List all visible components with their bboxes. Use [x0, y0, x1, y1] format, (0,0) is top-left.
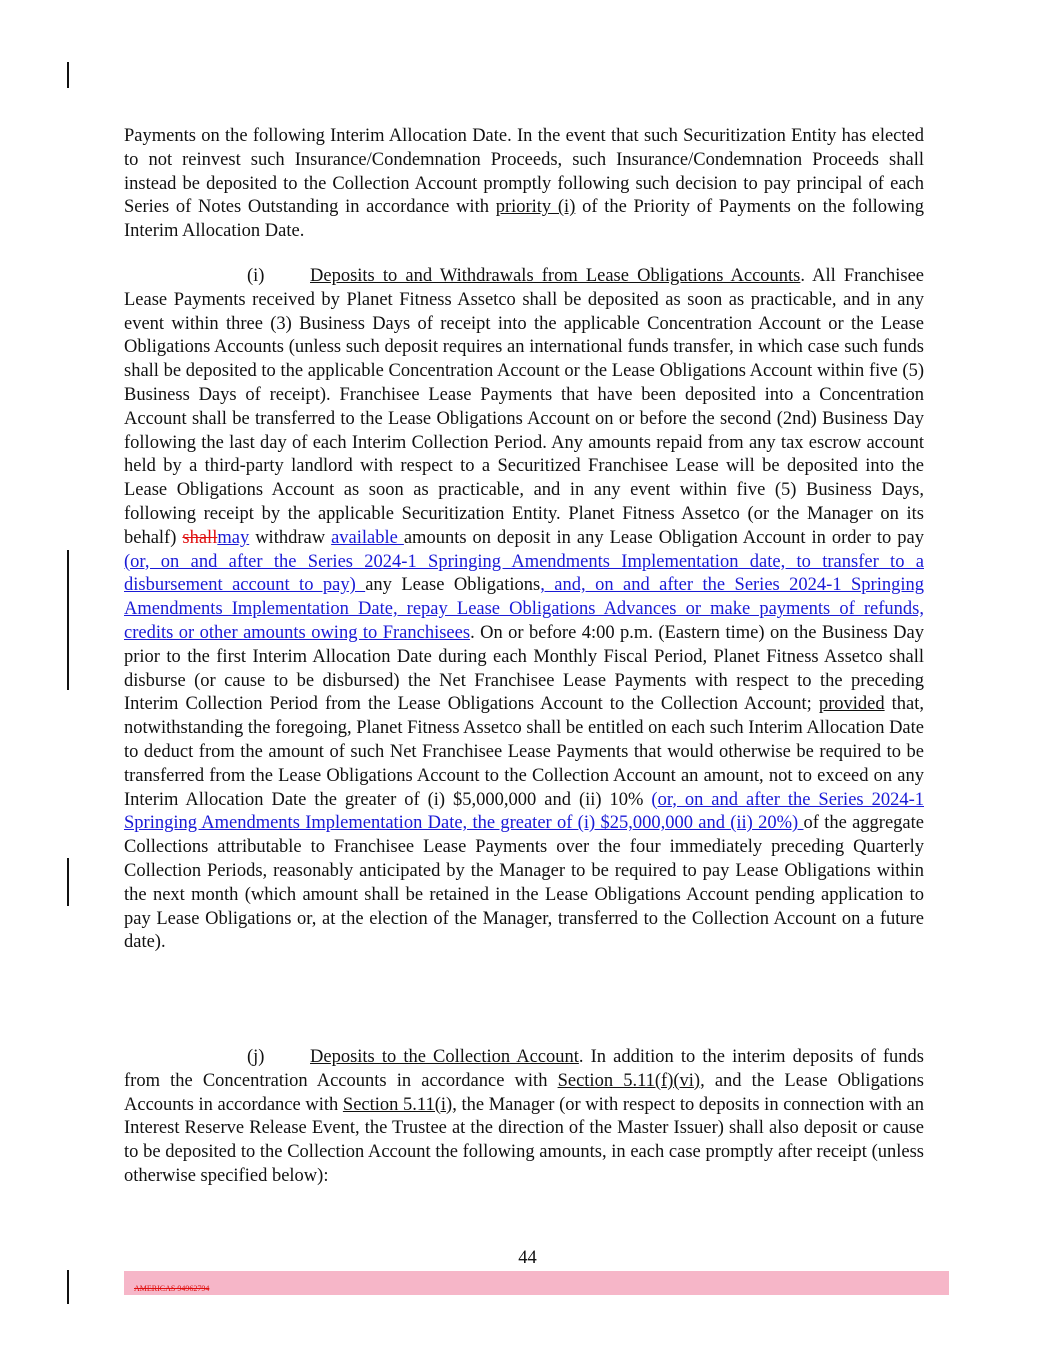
- section-i-text: that, notwithstanding the foregoing, Planet Fitness Assetco shall be entitled on each such Interim Allocation Date to deduct from the amount of such Net Franchisee Lease Payments that would otherwise be required to be transferred from the Lease Obligations Account to the Collection Account an amount, not to exceed on any Interim Allocation Date the greater of (i) $5,000,000 and (ii) 10%: [124, 694, 924, 810]
- section-j-text: , the Manager (or with respect to deposits in connection with an Interest Reserve Release Event, the Trustee at the direction of the Master Issuer) shall also deposit or cause to be deposited to the Collection Account the following amounts, in each case promptly after receipt (unless otherwise specified below):: [124, 1094, 925, 1186]
- change-bar-top: [67, 62, 69, 88]
- section-j-text: , and the Lease Obligations Accounts in accordance with: [124, 1070, 925, 1115]
- page-number: 44: [518, 1248, 537, 1268]
- section-j-number: (j): [247, 1047, 265, 1067]
- document-id: AMERICAS 94962794: [134, 1284, 210, 1293]
- section-i-text: amounts on deposit in any Lease Obligation Account in order to pay: [403, 527, 925, 548]
- section-i-number: (i): [247, 266, 265, 286]
- change-bar-footer: [67, 1270, 69, 1304]
- section-i-text: . On or before 4:00 p.m. (Eastern time) on the Business Day prior to the first Interim Allocation Date during each Monthly Fiscal Period, Planet Fitness Assetco shall disburse (or cause to be disbursed) the Net Franchisee Lease Payments with respect to the preceding Interim Collection Period from the Lease Obligations Account to the Collection Account;: [124, 622, 924, 715]
- section-i-text: withdraw: [249, 527, 332, 548]
- section-j-text: . In addition to the interim deposits of funds from the Concentration Accounts in accordance with: [124, 1047, 925, 1091]
- section-i-text: any Lease Obligations: [365, 575, 541, 596]
- section-j-heading: Deposits to the Collection Account: [310, 1047, 579, 1067]
- section-i-text: of the aggregate Collections attributable to Franchisee Lease Payments over the four immediately preceding Quarterly Collection Periods, reasonably anticipated by the Manager to be required to pay Lease Obligations within the next month (which amount shall be retained in the Lease Obligations Account pending application to pay Lease Obligations or, at the election of the Manager, transferred to the Collection Account on a future date).: [124, 813, 924, 953]
- section-j-paragraph: [124, 1046, 924, 1189]
- change-bar-section-i-lower: [67, 858, 69, 906]
- deleted-text: shall: [182, 527, 218, 548]
- section-reference: Section 5.11(f)(vi): [557, 1070, 701, 1091]
- inserted-text: (or, on and after the Series 2024-1 Springing Amendments Implementation Date, the greater of (i) $25,000,000 and (ii) 20%): [124, 789, 924, 834]
- inserted-text: available: [331, 527, 404, 548]
- section-i-heading: Deposits to and Withdrawals from Lease Obligations Accounts: [310, 266, 801, 286]
- intro-text-end: of the Priority of Payments on the following Interim Allocation Date.: [124, 197, 925, 242]
- section-i-text: . All Franchisee Lease Payments received by Planet Fitness Assetco shall be deposited as soon as practicable, and in any event within three (3) Business Days of receipt into the applicable Concentration Account or the Lease Obligations Accounts (unless such deposit requires an international funds transfer, in which case such funds shall be deposited to the applicable Concentration Account or the Lease Obligations Account within five (5) Business Days of receipt). Franchisee Lease Payments that have been deposited into a Concentration Account shall be transferred to the Lease Obligations Account on or before the second (2nd) Business Day following the last day of each Interim Collection Period. Any amounts repaid from any tax escrow account held by a third-party landlord with respect to a Securitized Franchisee Lease will be deposited into the Lease Obligations Account as soon as practicable, and in any event within five (5) Business Days, following receipt by the applicable Securitization Entity. Planet Fitness Assetco (or the Manager on its behalf): [124, 266, 924, 548]
- intro-text: Payments on the following Interim Allocation Date. In the event that such Securitization Entity has elected to not reinvest such Insurance/Condemnation Proceeds, such Insurance/Condemnation Proceeds shall instead be deposited to the Collection Account promptly following such decision to pay principal of each Series of Notes Outstanding in accordance with: [124, 126, 924, 218]
- provided-term: provided: [818, 694, 885, 715]
- inserted-text: may: [217, 527, 250, 548]
- inserted-text: , and, on and after the Series 2024-1 Springing Amendments Implementation Date, repay Lease Obligations Advances or make payments of refunds, credits or other amounts owing to Franchisees: [124, 575, 924, 643]
- inserted-text: (or, on and after the Series 2024-1 Springing Amendments Implementation date, to transfer to a disbursement account to pay): [124, 551, 924, 596]
- section-reference: Section 5.11(i): [342, 1094, 453, 1115]
- section-i-paragraph: [124, 265, 924, 955]
- priority-reference: priority (i): [495, 197, 576, 218]
- footer-band: [124, 1271, 949, 1295]
- paragraph-intro: [124, 125, 924, 244]
- change-bar-section-i: [67, 550, 69, 690]
